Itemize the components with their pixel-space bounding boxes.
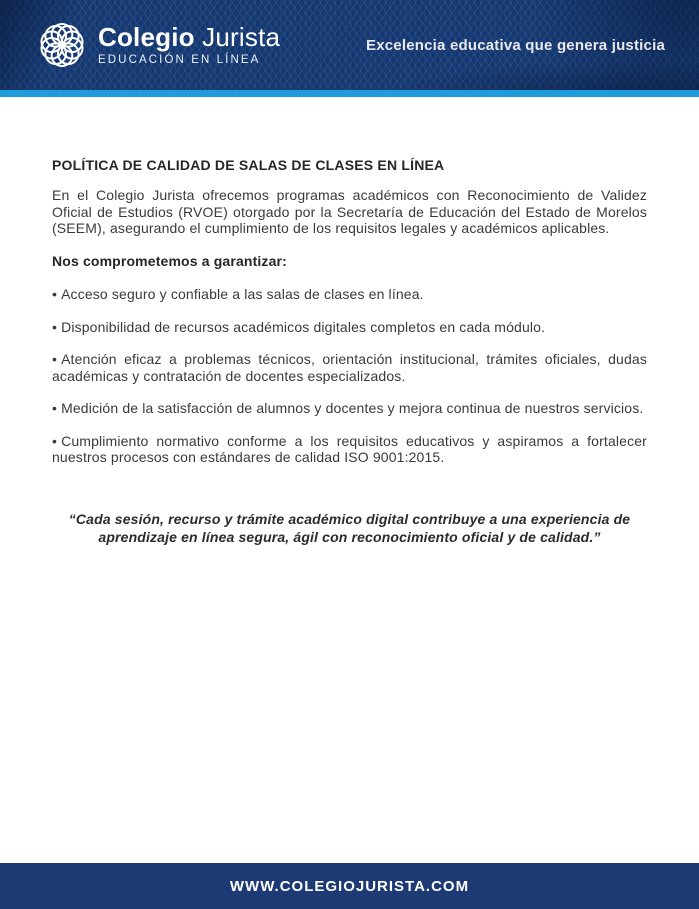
list-item	[52, 286, 647, 303]
header-banner	[0, 0, 699, 90]
document-content	[0, 97, 699, 546]
flower-logo-icon	[36, 19, 88, 71]
quote-text: “Cada sesión, recurso y trámite académico digital contribuye a una experiencia de aprendizaje en línea segura, ágil con reconocimiento oficial y de calidad.”	[68, 510, 631, 545]
list-item	[52, 400, 647, 417]
list-item-text: Acceso seguro y confiable a las salas de clases en línea.	[61, 286, 424, 302]
footer-bar	[0, 863, 699, 909]
header-tagline: Excelencia educativa que genera justicia	[366, 36, 665, 54]
list-item	[52, 319, 647, 336]
bullet-icon: •	[52, 432, 58, 449]
header-accent-stripe	[0, 90, 699, 97]
list-item-text: Atención eficaz a problemas técnicos, orientación institucional, trámites oficiales, dudas académicas y contratación de docentes especializados.	[52, 351, 647, 384]
bullet-icon: •	[52, 400, 58, 416]
page-title: POLÍTICA DE CALIDAD DE SALAS DE CLASES EN LÍNEA	[52, 157, 445, 173]
list-item	[52, 433, 647, 466]
brand-name	[98, 21, 281, 52]
brand-logo	[36, 19, 280, 71]
bullet-icon: •	[52, 318, 58, 335]
list-item-text: Medición de la satisfacción de alumnos y docentes y mejora continua de nuestros servicios.	[61, 400, 644, 416]
brand-subtitle: EDUCACIÓN EN LÍNEA	[98, 53, 261, 66]
website-link[interactable]: WWW.COLEGIOJURISTA.COM	[229, 877, 470, 895]
brand-name-secondary: Jurista	[202, 21, 281, 52]
brand-text	[98, 21, 281, 67]
bullet-icon: •	[52, 286, 58, 302]
intro-paragraph: En el Colegio Jurista ofrecemos programas académicos con Reconocimiento de Validez Oficial de Estudios (RVOE) otorgado por la Secretaría de Educación del Estado de Morelos (SEEM), asegurando el cumplimiento de los requisitos legales y académicos aplicables.	[52, 187, 647, 236]
list-item-text: Cumplimiento normativo conforme a los requisitos educativos y aspiramos a fortalecer nuestros procesos con estándares de calidad ISO 9001:2015.	[52, 432, 647, 465]
list-item-text: Disponibilidad de recursos académicos digitales completos en cada módulo.	[61, 318, 546, 335]
list-item	[52, 351, 647, 384]
brand-name-primary: Colegio	[98, 21, 195, 52]
commitments-heading: Nos comprometemos a garantizar:	[52, 252, 287, 269]
bullet-icon: •	[52, 351, 58, 367]
